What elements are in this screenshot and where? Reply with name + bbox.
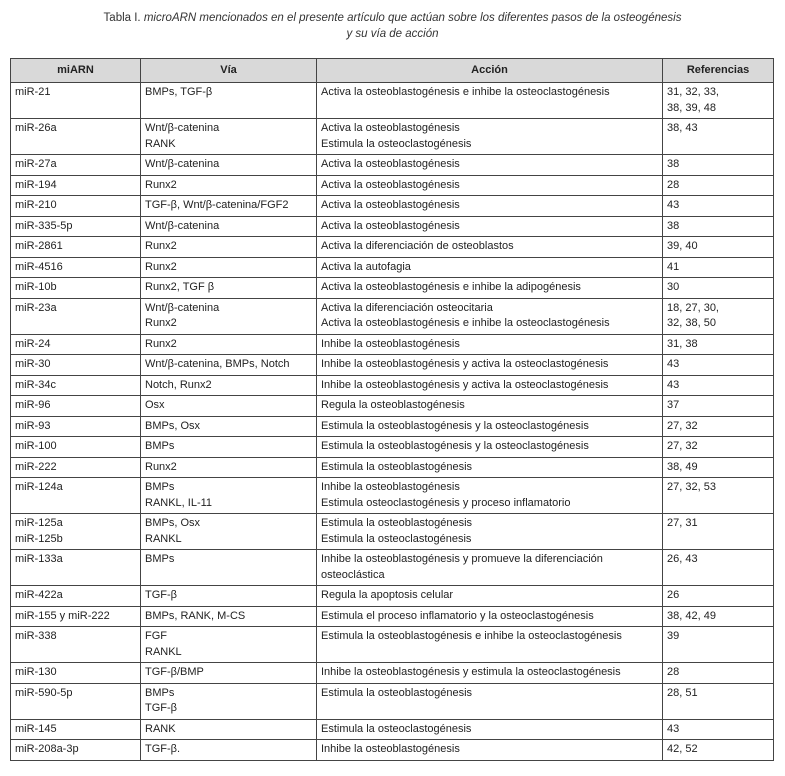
cell-accion: [317, 719, 663, 740]
cell-line: 27, 32, 53: [667, 481, 716, 493]
cell-accion: [317, 196, 663, 217]
cell-line: Runx2: [145, 337, 177, 350]
cell-line: 26, 43: [667, 553, 698, 565]
table-caption: [0, 10, 785, 42]
header-row: [11, 59, 774, 83]
cell-referencias: [663, 719, 774, 740]
cell-mirna: [11, 196, 141, 217]
table-row: [11, 175, 774, 196]
table-row: [11, 216, 774, 237]
cell-via: [141, 396, 317, 417]
cell-accion: [317, 586, 663, 607]
table-row: [11, 550, 774, 586]
cell-line: BMPs, Osx: [145, 419, 201, 432]
cell-mirna: [11, 216, 141, 237]
cell-line: 38, 42, 49: [667, 609, 716, 622]
cell-mirna: [11, 550, 141, 586]
cell-line: Wnt/β-catenina: [145, 301, 220, 314]
cell-line: Osx: [145, 399, 165, 411]
cell-via: [141, 514, 317, 550]
cell-line: TGF-β, Wnt/β-catenina/FGF2: [145, 199, 289, 211]
cell-accion: [317, 119, 663, 155]
cell-line: miR-26a: [15, 122, 57, 134]
table-body: [11, 83, 774, 761]
cell-line: Runx2, TGF β: [145, 281, 215, 293]
cell-via: [141, 119, 317, 155]
cell-line: BMPs: [145, 686, 175, 699]
cell-line: Activa la autofagia: [321, 260, 411, 273]
table-row: [11, 627, 774, 663]
cell-line: 41: [667, 260, 680, 273]
cell-mirna: [11, 457, 141, 478]
cell-line: miR-96: [15, 399, 51, 411]
cell-mirna: [11, 740, 141, 761]
cell-referencias: [663, 437, 774, 458]
table-row: [11, 719, 774, 740]
cell-line: Activa la osteoblastogénesis: [321, 199, 460, 211]
cell-line: Activa la osteoblastogénesis e inhibe la osteoclastogénesis: [321, 86, 610, 98]
cell-line: Estimula la osteoblastogénesis: [321, 460, 473, 473]
header-referencias: Referencias: [663, 59, 774, 83]
cell-line: BMPs: [145, 481, 175, 493]
cell-via: [141, 216, 317, 237]
cell-line: 28: [667, 666, 680, 678]
cell-line: Activa la osteoblastogénesis e inhibe la osteoclastogénesis: [321, 317, 610, 329]
cell-line: Inhibe la osteoblastogénesis y estimula la osteoclastogénesis: [321, 666, 621, 678]
table-row: [11, 155, 774, 176]
cell-via: [141, 719, 317, 740]
cell-via: [141, 155, 317, 176]
cell-line: miR-155 y miR-222: [15, 609, 110, 622]
table-row: [11, 237, 774, 258]
cell-line: BMPs, RANK, M-CS: [145, 609, 246, 622]
cell-line: Runx2: [145, 260, 177, 273]
cell-line: 32, 38, 50: [667, 317, 716, 329]
cell-via: [141, 298, 317, 334]
cell-line: Activa la diferenciación osteocitaria: [321, 301, 493, 314]
cell-line: Inhibe la osteoblastogénesis: [321, 743, 460, 755]
cell-mirna: [11, 396, 141, 417]
cell-line: Wnt/β-catenina: [145, 122, 220, 134]
table-row: [11, 740, 774, 761]
cell-accion: [317, 550, 663, 586]
cell-line: Estimula osteoclastogénesis y proceso inflamatorio: [321, 496, 571, 509]
cell-accion: [317, 175, 663, 196]
cell-line: Inhibe la osteoblastogénesis y promueve la diferenciación: [321, 553, 603, 565]
cell-line: miR-125a: [15, 517, 63, 529]
cell-line: RANKL: [145, 645, 182, 658]
cell-line: 27, 32: [667, 419, 698, 432]
cell-via: [141, 550, 317, 586]
cell-line: miR-208a-3p: [15, 743, 79, 755]
cell-mirna: [11, 478, 141, 514]
cell-mirna: [11, 437, 141, 458]
cell-line: Estimula la osteoclastogénesis: [321, 722, 472, 735]
cell-line: BMPs: [145, 440, 175, 452]
cell-line: Estimula la osteoblastogénesis y la osteoclastogénesis: [321, 419, 589, 432]
header-mirna: miARN: [11, 59, 141, 83]
cell-via: [141, 478, 317, 514]
mirna-table: [10, 58, 774, 761]
cell-line: 38, 43: [667, 122, 698, 134]
cell-line: miR-27a: [15, 158, 57, 170]
cell-via: [141, 740, 317, 761]
cell-mirna: [11, 175, 141, 196]
cell-line: miR-210: [15, 199, 57, 211]
cell-line: Estimula la osteoblastogénesis e inhibe la osteoclastogénesis: [321, 630, 622, 642]
table-row: [11, 663, 774, 684]
cell-line: Estimula la osteoclastogénesis: [321, 137, 472, 150]
cell-line: Notch, Runx2: [145, 378, 212, 391]
cell-accion: [317, 416, 663, 437]
cell-line: RANKL, IL-11: [145, 496, 213, 509]
cell-line: 43: [667, 358, 680, 370]
cell-referencias: [663, 683, 774, 719]
cell-line: Wnt/β-catenina: [145, 158, 220, 170]
cell-line: Activa la osteoblastogénesis: [321, 178, 460, 191]
table-row: [11, 298, 774, 334]
cell-mirna: [11, 606, 141, 627]
cell-via: [141, 278, 317, 299]
caption-line-1: [0, 10, 785, 26]
cell-line: 38: [667, 158, 680, 170]
cell-line: miR-338: [15, 630, 57, 642]
cell-line: RANK: [145, 722, 176, 735]
cell-mirna: [11, 257, 141, 278]
cell-via: [141, 375, 317, 396]
cell-referencias: [663, 155, 774, 176]
cell-via: [141, 457, 317, 478]
cell-via: [141, 627, 317, 663]
header-accion: Acción: [317, 59, 663, 83]
cell-mirna: [11, 119, 141, 155]
cell-referencias: [663, 196, 774, 217]
cell-via: [141, 663, 317, 684]
cell-line: 42, 52: [667, 743, 698, 755]
cell-line: osteoclástica: [321, 568, 385, 581]
table-row: [11, 334, 774, 355]
cell-line: BMPs, TGF-β: [145, 86, 213, 98]
cell-via: [141, 83, 317, 119]
cell-line: Estimula la osteoclastogénesis: [321, 532, 472, 545]
cell-line: Runx2: [145, 317, 177, 329]
cell-accion: [317, 606, 663, 627]
cell-referencias: [663, 334, 774, 355]
cell-referencias: [663, 119, 774, 155]
cell-line: 39: [667, 630, 680, 642]
cell-referencias: [663, 550, 774, 586]
cell-line: Activa la diferenciación de osteoblastos: [321, 240, 514, 252]
table-row: [11, 196, 774, 217]
cell-referencias: [663, 478, 774, 514]
cell-accion: [317, 627, 663, 663]
cell-line: miR-222: [15, 460, 57, 473]
cell-via: [141, 196, 317, 217]
cell-accion: [317, 478, 663, 514]
cell-referencias: [663, 298, 774, 334]
cell-referencias: [663, 83, 774, 119]
cell-line: 31, 38: [667, 337, 698, 350]
cell-accion: [317, 683, 663, 719]
table-row: [11, 586, 774, 607]
cell-line: miR-133a: [15, 553, 63, 565]
cell-line: miR-10b: [15, 281, 57, 293]
cell-referencias: [663, 237, 774, 258]
cell-mirna: [11, 83, 141, 119]
cell-referencias: [663, 416, 774, 437]
cell-via: [141, 175, 317, 196]
cell-mirna: [11, 298, 141, 334]
cell-referencias: [663, 278, 774, 299]
cell-line: RANK: [145, 137, 176, 150]
caption-text-2: y su vía de acción: [346, 28, 439, 40]
cell-mirna: [11, 355, 141, 376]
cell-line: miR-24: [15, 337, 51, 350]
cell-accion: [317, 298, 663, 334]
cell-line: Wnt/β-catenina: [145, 219, 220, 232]
cell-mirna: [11, 586, 141, 607]
cell-referencias: [663, 606, 774, 627]
table-row: [11, 437, 774, 458]
cell-accion: [317, 740, 663, 761]
cell-line: miR-422a: [15, 589, 63, 601]
cell-referencias: [663, 514, 774, 550]
cell-line: Inhibe la osteoblastogénesis y activa la osteoclastogénesis: [321, 378, 609, 391]
cell-via: [141, 355, 317, 376]
cell-line: 37: [667, 399, 680, 411]
cell-accion: [317, 437, 663, 458]
cell-line: Regula la apoptosis celular: [321, 589, 454, 601]
cell-line: miR-124a: [15, 481, 63, 493]
cell-referencias: [663, 257, 774, 278]
cell-line: FGF: [145, 630, 167, 642]
cell-mirna: [11, 237, 141, 258]
caption-lead: Tabla I.: [103, 12, 144, 24]
cell-line: miR-145: [15, 722, 57, 735]
cell-referencias: [663, 396, 774, 417]
cell-line: miR-93: [15, 419, 51, 432]
cell-line: 27, 32: [667, 440, 698, 452]
cell-line: Estimula el proceso inflamatorio y la osteoclastogénesis: [321, 609, 594, 622]
table-row: [11, 83, 774, 119]
cell-line: Estimula la osteoblastogénesis y la osteoclastogénesis: [321, 440, 589, 452]
cell-line: miR-590-5p: [15, 686, 73, 699]
cell-accion: [317, 216, 663, 237]
table-row: [11, 683, 774, 719]
cell-line: 28: [667, 178, 680, 191]
cell-via: [141, 237, 317, 258]
cell-via: [141, 334, 317, 355]
cell-accion: [317, 155, 663, 176]
cell-accion: [317, 396, 663, 417]
cell-accion: [317, 334, 663, 355]
cell-line: miR-125b: [15, 532, 63, 545]
cell-line: Runx2: [145, 460, 177, 473]
cell-referencias: [663, 663, 774, 684]
cell-accion: [317, 83, 663, 119]
cell-line: 38: [667, 219, 680, 232]
table-row: [11, 457, 774, 478]
table-row: [11, 416, 774, 437]
cell-accion: [317, 237, 663, 258]
cell-referencias: [663, 457, 774, 478]
cell-accion: [317, 257, 663, 278]
cell-referencias: [663, 375, 774, 396]
cell-line: miR-23a: [15, 301, 57, 314]
cell-line: TGF-β.: [145, 743, 181, 755]
cell-line: 26: [667, 589, 680, 601]
cell-line: Inhibe la osteoblastogénesis: [321, 337, 460, 350]
cell-line: Estimula la osteoblastogénesis: [321, 686, 473, 699]
cell-line: Activa la osteoblastogénesis: [321, 122, 460, 134]
cell-line: Activa la osteoblastogénesis: [321, 219, 460, 232]
cell-via: [141, 257, 317, 278]
cell-via: [141, 437, 317, 458]
cell-line: 43: [667, 378, 680, 391]
cell-mirna: [11, 514, 141, 550]
cell-line: TGF-β: [145, 702, 177, 714]
cell-mirna: [11, 416, 141, 437]
cell-referencias: [663, 740, 774, 761]
cell-line: 43: [667, 722, 680, 735]
cell-referencias: [663, 216, 774, 237]
cell-line: BMPs, Osx: [145, 517, 201, 529]
cell-line: miR-130: [15, 666, 57, 678]
cell-line: miR-335-5p: [15, 219, 73, 232]
cell-line: miR-34c: [15, 378, 56, 391]
cell-accion: [317, 663, 663, 684]
table-row: [11, 355, 774, 376]
table-row: [11, 478, 774, 514]
cell-mirna: [11, 683, 141, 719]
cell-line: miR-194: [15, 178, 57, 191]
cell-line: miR-2861: [15, 240, 63, 252]
cell-line: 27, 31: [667, 517, 698, 529]
header-via: Vía: [141, 59, 317, 83]
cell-line: 39, 40: [667, 240, 698, 252]
cell-mirna: [11, 627, 141, 663]
cell-line: Regula la osteoblastogénesis: [321, 399, 465, 411]
table-row: [11, 396, 774, 417]
cell-line: miR-4516: [15, 260, 63, 273]
table-row: [11, 257, 774, 278]
cell-line: Estimula la osteoblastogénesis: [321, 517, 473, 529]
cell-line: Runx2: [145, 240, 177, 252]
cell-line: TGF-β/BMP: [145, 666, 204, 678]
table-row: [11, 278, 774, 299]
cell-referencias: [663, 586, 774, 607]
cell-mirna: [11, 155, 141, 176]
cell-line: TGF-β: [145, 589, 177, 601]
cell-mirna: [11, 375, 141, 396]
cell-line: Wnt/β-catenina, BMPs, Notch: [145, 358, 290, 370]
cell-via: [141, 416, 317, 437]
cell-accion: [317, 278, 663, 299]
cell-referencias: [663, 355, 774, 376]
cell-mirna: [11, 278, 141, 299]
cell-line: 38, 39, 48: [667, 101, 716, 114]
cell-line: 18, 27, 30,: [667, 301, 719, 314]
table-row: [11, 514, 774, 550]
cell-referencias: [663, 627, 774, 663]
cell-mirna: [11, 663, 141, 684]
table-row: [11, 606, 774, 627]
caption-text-1: microARN mencionados en el presente artículo que actúan sobre los diferentes pasos de la osteogénesis: [143, 12, 682, 24]
cell-line: Activa la osteoblastogénesis: [321, 158, 460, 170]
cell-line: 43: [667, 199, 680, 211]
cell-line: Activa la osteoblastogénesis e inhibe la adipogénesis: [321, 281, 581, 293]
cell-via: [141, 586, 317, 607]
caption-line-2: [0, 26, 785, 42]
cell-line: Inhibe la osteoblastogénesis y activa la osteoclastogénesis: [321, 358, 609, 370]
cell-via: [141, 683, 317, 719]
cell-mirna: [11, 719, 141, 740]
cell-line: Runx2: [145, 178, 177, 191]
cell-referencias: [663, 175, 774, 196]
cell-line: Inhibe la osteoblastogénesis: [321, 481, 460, 493]
cell-accion: [317, 355, 663, 376]
cell-accion: [317, 457, 663, 478]
cell-line: 28, 51: [667, 686, 698, 699]
cell-line: miR-100: [15, 440, 57, 452]
cell-mirna: [11, 334, 141, 355]
cell-line: 31, 32, 33,: [667, 86, 719, 98]
table-row: [11, 119, 774, 155]
cell-accion: [317, 514, 663, 550]
cell-line: 30: [667, 281, 680, 293]
table-row: [11, 375, 774, 396]
cell-line: 38, 49: [667, 460, 698, 473]
cell-via: [141, 606, 317, 627]
cell-line: miR-21: [15, 86, 51, 98]
cell-line: RANKL: [145, 532, 182, 545]
cell-line: BMPs: [145, 553, 175, 565]
cell-accion: [317, 375, 663, 396]
cell-line: miR-30: [15, 358, 51, 370]
